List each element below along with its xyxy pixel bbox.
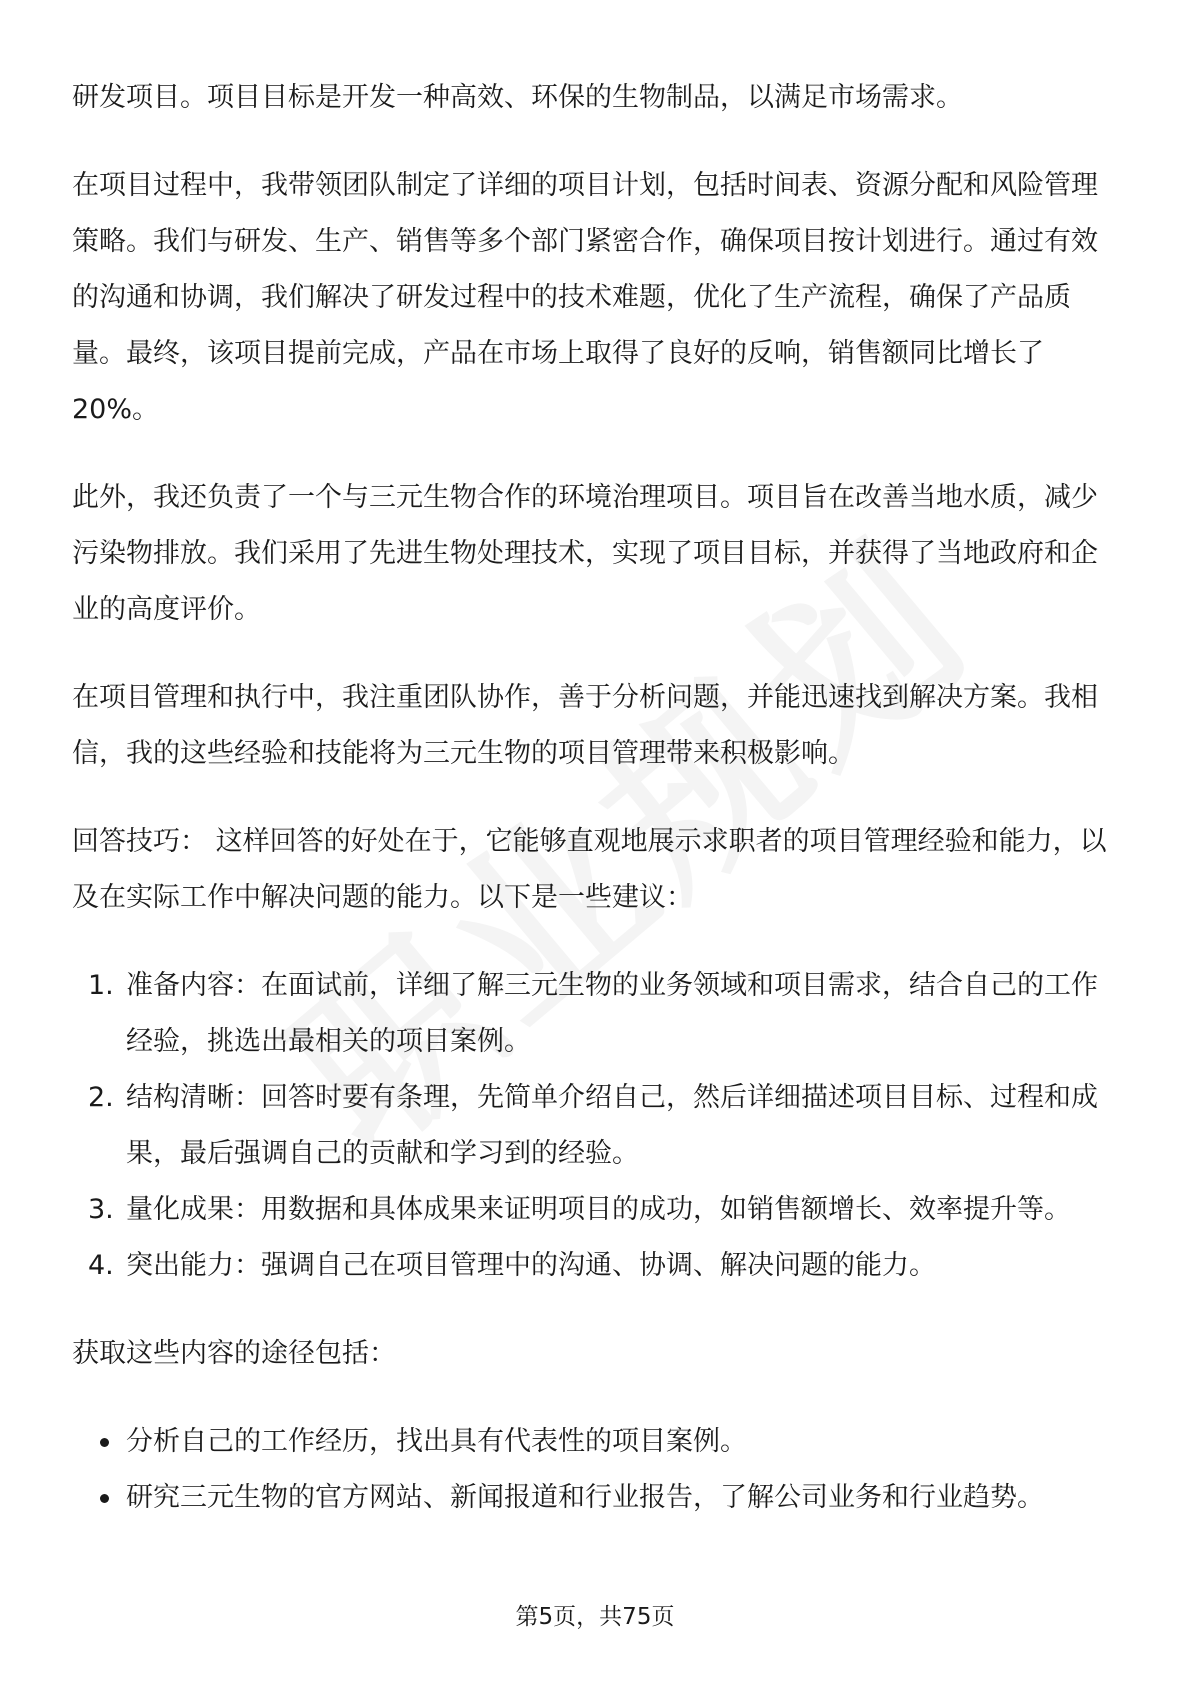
paragraph-ways-intro: 获取这些内容的途径包括： bbox=[72, 1338, 396, 1369]
paragraph-summary: 在项目管理和执行中，我注重团队协作，善于分析问题，并能迅速找到解决方案。我相信，我的这些经验和技能将为三元生物的项目管理带来积极影响。 bbox=[72, 682, 1098, 769]
paragraph-project-process: 在项目过程中，我带领团队制定了详细的项目计划，包括时间表、资源分配和风险管理策略。我们与研发、生产、销售等多个部门紧密合作，确保项目按计划进行。通过有效的沟通和协调，我们解决了研发过程中的技术难题，优化了生产流程，确保了产品质量。最终，该项目提前完成，产品在市场上取得了良好的反响，销售额同比增长了20%。 bbox=[72, 170, 1098, 425]
ways-list bbox=[72, 1414, 1122, 1526]
list-item bbox=[72, 1182, 1122, 1238]
paragraph-project-goal: 研发项目。项目目标是开发一种高效、环保的生物制品，以满足市场需求。 bbox=[72, 82, 963, 113]
list-item-text: 分析自己的工作经历，找出具有代表性的项目案例。 bbox=[126, 1426, 747, 1457]
list-item-text: 突出能力：强调自己在项目管理中的沟通、协调、解决问题的能力。 bbox=[126, 1250, 936, 1281]
list-item-text: 量化成果：用数据和具体成果来证明项目的成功，如销售额增长、效率提升等。 bbox=[126, 1194, 1071, 1225]
bullet-icon bbox=[100, 1438, 109, 1447]
paragraph-answer-tips: 回答技巧： 这样回答的好处在于，它能够直观地展示求职者的项目管理经验和能力，以及在实际工作中解决问题的能力。以下是一些建议： bbox=[72, 826, 1107, 913]
paragraph-environment-project: 此外，我还负责了一个与三元生物合作的环境治理项目。项目旨在改善当地水质，减少污染物排放。我们采用了先进生物处理技术，实现了项目目标，并获得了当地政府和企业的高度评价。 bbox=[72, 482, 1098, 625]
list-item-text: 准备内容：在面试前，详细了解三元生物的业务领域和项目需求，结合自己的工作经验，挑选出最相关的项目案例。 bbox=[126, 970, 1098, 1057]
list-item bbox=[72, 1238, 1122, 1294]
document-body bbox=[72, 70, 1122, 1526]
list-number: 3. bbox=[88, 1194, 114, 1225]
list-number: 2. bbox=[88, 1082, 114, 1113]
page-number: 第5页，共75页 bbox=[515, 1604, 675, 1630]
list-item bbox=[72, 1414, 1122, 1470]
list-item bbox=[72, 1470, 1122, 1526]
list-item-text: 研究三元生物的官方网站、新闻报道和行业报告，了解公司业务和行业趋势。 bbox=[126, 1482, 1044, 1513]
bullet-icon bbox=[100, 1494, 109, 1503]
list-item bbox=[72, 958, 1122, 1070]
list-number: 4. bbox=[88, 1250, 114, 1281]
list-item-text: 结构清晰：回答时要有条理，先简单介绍自己，然后详细描述项目目标、过程和成果，最后强调自己的贡献和学习到的经验。 bbox=[126, 1082, 1098, 1169]
list-number: 1. bbox=[88, 970, 114, 1001]
tips-list bbox=[72, 958, 1122, 1294]
list-item bbox=[72, 1070, 1122, 1182]
